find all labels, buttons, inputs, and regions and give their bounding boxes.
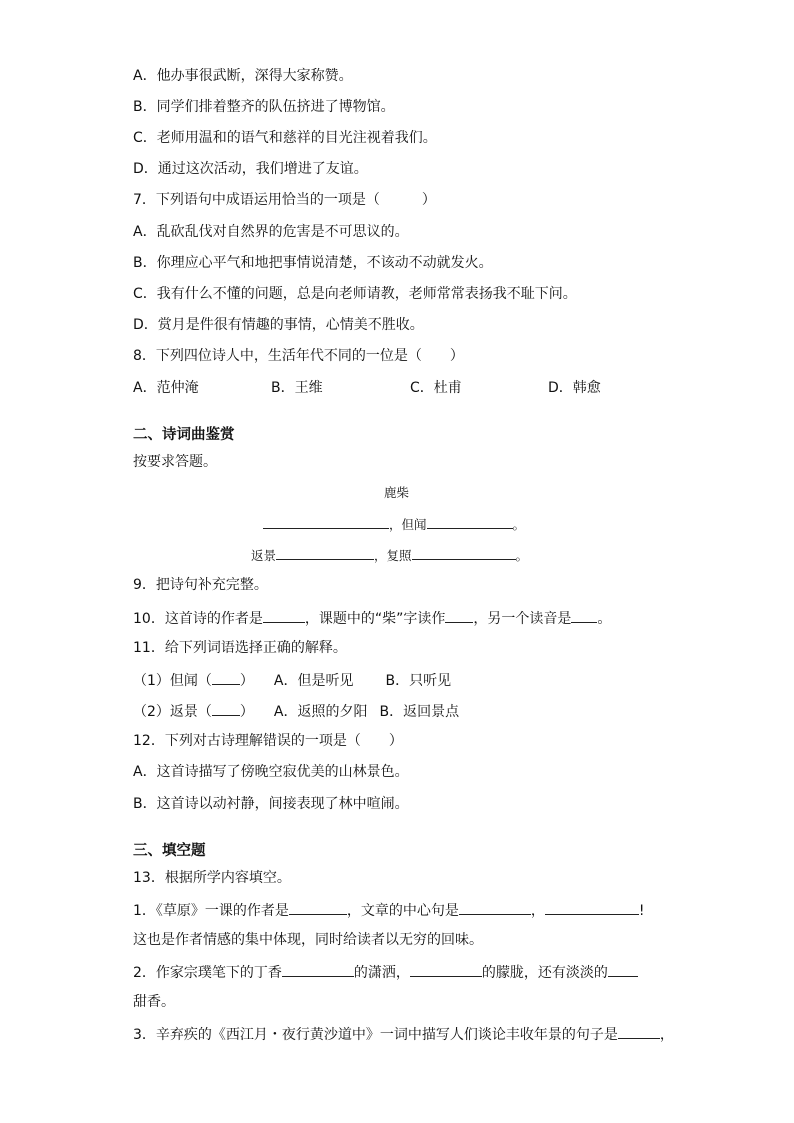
q10-blank-author[interactable] — [263, 607, 305, 623]
q7-option-a: A．乱砍乱伐对自然界的危害是不可思议的。 — [133, 224, 409, 240]
q8-option-c: C．杜甫 — [410, 380, 462, 396]
q12-stem: 12．下列对古诗理解错误的一项是（ ） — [133, 733, 403, 749]
q13-item-2-text-3: 的朦胧，还有淡淡的 — [481, 965, 608, 981]
q13-item-2-blank-2[interactable] — [410, 961, 482, 977]
q13-item-2-continued: 甜香。 — [133, 994, 175, 1010]
q6-option-b: B．同学们排着整齐的队伍挤进了博物馆。 — [133, 99, 395, 115]
q10-text-4: 。 — [597, 611, 612, 627]
poem-line-2-end: 。 — [515, 548, 529, 563]
q13-item-1-text-1: 1．《草原》一课的作者是 — [133, 903, 289, 919]
q10-blank-reading[interactable] — [445, 607, 473, 623]
q13-item-2-text-1: 2．作家宗璞笔下的丁香 — [133, 965, 282, 981]
q11-item-1-blank[interactable] — [212, 669, 240, 685]
q10 — [133, 607, 611, 629]
poem-blank-1[interactable] — [263, 513, 389, 529]
q13-item-1 — [133, 899, 645, 921]
poem-line-1-mid: ，但闻 — [389, 517, 427, 532]
q11-item-2-option-a: A．返照的夕阳 — [273, 704, 368, 720]
q11-item-2-option-b: B．返回景点 — [379, 704, 460, 720]
q13-item-2 — [133, 961, 638, 983]
q13-item-1-text-3: ， — [530, 903, 545, 919]
q7-stem: 7．下列语句中成语运用恰当的一项是（ ） — [133, 192, 436, 208]
q13-item-2-text-2: 的潇洒， — [353, 965, 410, 981]
q13-item-1-text-2: ，文章的中心句是 — [346, 903, 459, 919]
q9: 9．把诗句补充完整。 — [133, 577, 268, 593]
q8-options — [133, 378, 601, 398]
q8-option-d: D．韩愈 — [548, 380, 601, 396]
q11-item-2-label: （2）返景（ — [133, 704, 212, 720]
section-2-title: 二、诗词曲鉴赏 — [133, 427, 235, 443]
poem-blank-2[interactable] — [427, 513, 513, 529]
q7-option-c: C．我有什么不懂的问题，总是向老师请教，老师常常表扬我不耻下问。 — [133, 286, 577, 302]
q11-item-1-close: ） — [239, 673, 254, 689]
q13-item-3 — [133, 1023, 674, 1045]
poem-line-1 — [263, 513, 525, 535]
q13-item-1-blank-center-2[interactable] — [545, 899, 639, 915]
q13-item-3-text-1: 3．辛弃疾的《西江月・夜行黄沙道中》一词中描写人们谈论丰收年景的句子是 — [133, 1027, 618, 1043]
q13-item-1-continued: 这也是作者情感的集中体现，同时给读者以无穷的回味。 — [133, 932, 483, 948]
q13-stem: 13．根据所学内容填空。 — [133, 870, 291, 886]
q8-stem: 8．下列四位诗人中，生活年代不同的一位是（ ） — [133, 348, 464, 364]
q8-option-a: A．范仲淹 — [133, 380, 199, 396]
poem-line-2 — [251, 544, 528, 566]
q11-item-2-close: ） — [239, 704, 254, 720]
poem-line-2-start: 返景 — [251, 548, 277, 563]
q11-stem: 11．给下列词语选择正确的解释。 — [133, 640, 347, 656]
q12-option-a: A．这首诗描写了傍晚空寂优美的山林景色。 — [133, 764, 409, 780]
poem-blank-4[interactable] — [412, 544, 516, 560]
q7-option-b: B．你理应心平气和地把事情说清楚，不该动不动就发火。 — [133, 255, 493, 271]
q7-option-d: D．赏月是件很有情趣的事情，心情美不胜收。 — [133, 317, 424, 333]
q11-item-1-option-b: B．只听见 — [385, 673, 452, 689]
q11-item-2-blank[interactable] — [212, 700, 240, 716]
q11-item-1 — [133, 669, 451, 691]
section-3-title: 三、填空题 — [133, 843, 206, 859]
poem-blank-3[interactable] — [276, 544, 374, 560]
q11-item-2 — [133, 700, 459, 722]
q11-item-1-label: （1）但闻（ — [133, 673, 212, 689]
poem-line-2-mid: ，复照 — [374, 548, 412, 563]
q10-text-3: ，另一个读音是 — [473, 611, 572, 627]
q13-item-2-blank-1[interactable] — [282, 961, 354, 977]
q13-item-1-blank-author[interactable] — [289, 899, 347, 915]
section-2-instruction: 按要求答题。 — [133, 454, 217, 470]
q8-option-b: B．王维 — [271, 380, 323, 396]
poem-line-1-end: 。 — [512, 517, 526, 532]
q10-blank-other-reading[interactable] — [571, 607, 597, 623]
q6-option-a: A．他办事很武断，深得大家称赞。 — [133, 68, 353, 84]
q11-item-1-option-a: A．但是听见 — [273, 673, 354, 689]
q13-item-1-text-4: ! — [638, 903, 645, 919]
q10-text-1: 10．这首诗的作者是 — [133, 611, 263, 627]
q13-item-3-blank[interactable] — [618, 1023, 660, 1039]
q13-item-1-blank-center-1[interactable] — [459, 899, 531, 915]
q10-text-2: ，课题中的“柴”字读作 — [304, 611, 446, 627]
q13-item-3-text-2: ， — [659, 1027, 674, 1043]
q12-option-b: B．这首诗以动衬静，间接表现了林中喧闹。 — [133, 796, 409, 812]
q6-option-c: C．老师用温和的语气和慈祥的目光注视着我们。 — [133, 130, 437, 146]
q6-option-d: D．通过这次活动，我们增进了友谊。 — [133, 161, 368, 177]
q13-item-2-blank-3[interactable] — [608, 961, 638, 977]
poem-title: 鹿柴 — [384, 485, 410, 500]
